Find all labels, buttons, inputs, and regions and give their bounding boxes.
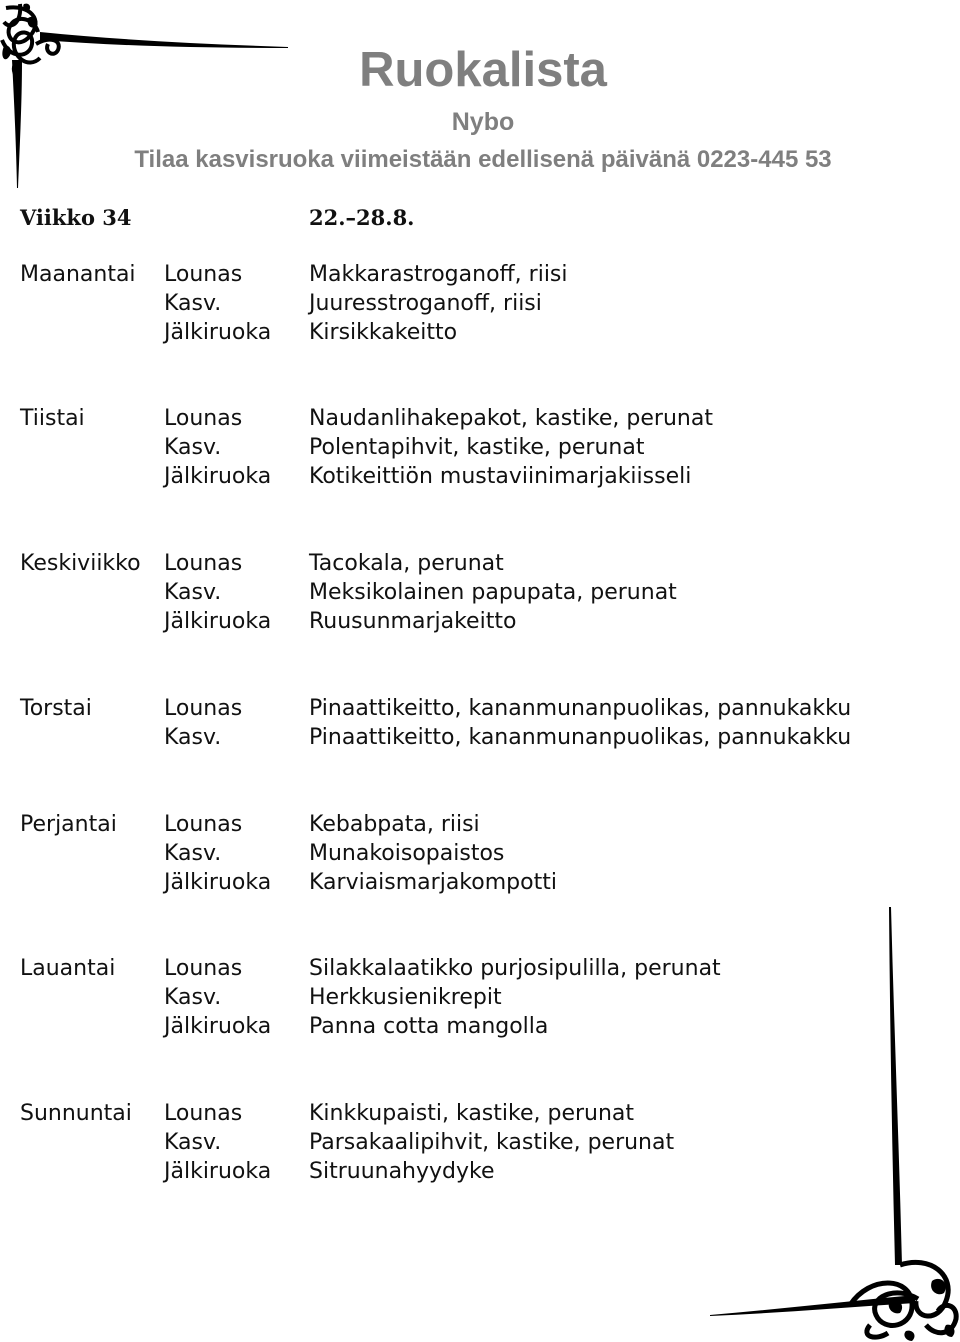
dish-name: Pinaattikeitto, kananmunanpuolikas, pannukakku xyxy=(309,696,852,721)
dish-name: Munakoisopaistos xyxy=(309,841,505,866)
menu-line xyxy=(0,549,960,578)
location-subtitle: Nybo xyxy=(451,108,515,136)
dish-name: Herkkusienikrepit xyxy=(309,985,502,1010)
meal-type: Jälkiruoka xyxy=(164,320,272,345)
page-title: Ruokalista xyxy=(359,43,607,97)
day-name: Keskiviikko xyxy=(20,551,141,576)
day-name: Maanantai xyxy=(20,262,136,287)
day-block-sunnuntai xyxy=(0,1099,960,1186)
dish-name: Panna cotta mangolla xyxy=(309,1014,549,1039)
week-dates: 22.–28.8. xyxy=(309,205,415,230)
meal-type: Lounas xyxy=(164,1101,243,1126)
day-name: Lauantai xyxy=(20,956,116,981)
day-name: Sunnuntai xyxy=(20,1101,132,1126)
menu-line xyxy=(0,810,960,839)
menu-line xyxy=(0,1128,960,1157)
meal-type: Jälkiruoka xyxy=(164,870,272,895)
meal-type: Kasv. xyxy=(164,291,222,316)
meal-type: Kasv. xyxy=(164,985,222,1010)
meal-type: Kasv. xyxy=(164,435,222,460)
meal-type: Kasv. xyxy=(164,580,222,605)
dish-name: Silakkalaatikko purjosipulilla, perunat xyxy=(309,956,721,981)
dish-name: Kinkkupaisti, kastike, perunat xyxy=(309,1101,635,1126)
dish-name: Parsakaalipihvit, kastike, perunat xyxy=(309,1130,675,1155)
dish-name: Ruusunmarjakeitto xyxy=(309,609,517,634)
meal-type: Kasv. xyxy=(164,841,222,866)
menu-line xyxy=(0,607,960,636)
menu-line xyxy=(0,462,960,491)
menu-line xyxy=(0,260,960,289)
menu-line xyxy=(0,954,960,983)
dish-name: Polentapihvit, kastike, perunat xyxy=(309,435,645,460)
menu-line xyxy=(0,1099,960,1128)
menu-line xyxy=(0,433,960,462)
day-block-maanantai xyxy=(0,260,960,347)
menu-line xyxy=(0,694,960,723)
meal-type: Lounas xyxy=(164,551,243,576)
dish-name: Kotikeittiön mustaviinimarjakiisseli xyxy=(309,464,692,489)
menu-line xyxy=(0,289,960,318)
day-block-tiistai xyxy=(0,404,960,491)
day-name: Perjantai xyxy=(20,812,117,837)
dish-name: Sitruunahyydyke xyxy=(309,1159,495,1184)
dish-name: Karviaismarjakompotti xyxy=(309,870,557,895)
dish-name: Meksikolainen papupata, perunat xyxy=(309,580,677,605)
dish-name: Makkarastroganoff, riisi xyxy=(309,262,568,287)
day-block-keskiviikko xyxy=(0,549,960,636)
day-name: Tiistai xyxy=(20,406,85,431)
menu-line xyxy=(0,983,960,1012)
dish-name: Tacokala, perunat xyxy=(309,551,504,576)
meal-type: Lounas xyxy=(164,812,243,837)
meal-type: Lounas xyxy=(164,696,243,721)
meal-type: Kasv. xyxy=(164,1130,222,1155)
day-name: Torstai xyxy=(20,696,92,721)
menu-line xyxy=(0,723,960,752)
day-block-perjantai xyxy=(0,810,960,897)
dish-name: Naudanlihakepakot, kastike, perunat xyxy=(309,406,713,431)
meal-type: Jälkiruoka xyxy=(164,1159,272,1184)
meal-type: Jälkiruoka xyxy=(164,609,272,634)
meal-type: Lounas xyxy=(164,956,243,981)
menu-line xyxy=(0,404,960,433)
menu-line xyxy=(0,1157,960,1186)
dish-name: Kirsikkakeitto xyxy=(309,320,458,345)
day-block-torstai xyxy=(0,694,960,752)
menu-line xyxy=(0,578,960,607)
week-label: Viikko 34 xyxy=(20,205,132,230)
day-block-lauantai xyxy=(0,954,960,1041)
menu-line xyxy=(0,839,960,868)
meal-type: Lounas xyxy=(164,406,243,431)
menu-line xyxy=(0,318,960,347)
meal-type: Jälkiruoka xyxy=(164,464,272,489)
dish-name: Pinaattikeitto, kananmunanpuolikas, pannukakku xyxy=(309,725,852,750)
meal-type: Lounas xyxy=(164,262,243,287)
meal-type: Jälkiruoka xyxy=(164,1014,272,1039)
meal-type: Kasv. xyxy=(164,725,222,750)
dish-name: Kebabpata, riisi xyxy=(309,812,480,837)
menu-line xyxy=(0,1012,960,1041)
menu-line xyxy=(0,868,960,897)
order-note: Tilaa kasvisruoka viimeistään edellisenä päivänä 0223-445 53 xyxy=(134,146,832,173)
dish-name: Juuresstroganoff, riisi xyxy=(309,291,542,316)
